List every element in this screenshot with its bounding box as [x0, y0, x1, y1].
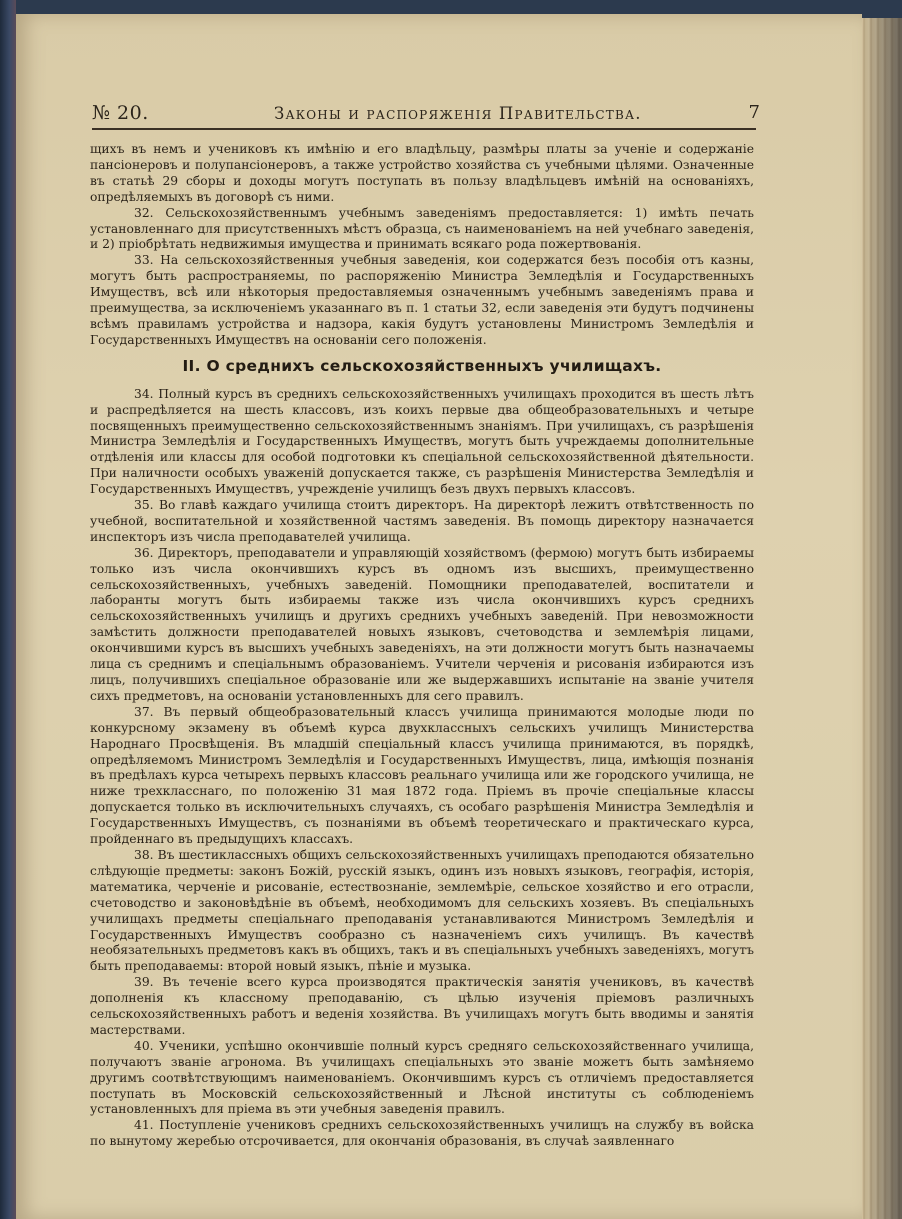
- paragraph: 38. Въ шестиклассныхъ общихъ сельскохозяйственныхъ училищахъ преподаются обязательно слѣдующіе предметы: законъ Божій, русскій языкъ, одинъ изъ новыхъ языковъ, географія, исторія, математика, черченіе и рисованіе, естествознаніе, землемѣріе, сельское хозяйство и его отрасли, счетоводство и законовѣдѣніе въ объемѣ, необходимомъ для сельскихъ хозяевъ. Въ спеціальныхъ училищахъ предметы спеціальнаго преподаванія устанавливаются Министромъ Земледѣлія и Государственныхъ Имуществъ сообразно съ назначеніемъ сихъ училищъ. Въ качествѣ необязательныхъ предметовъ какъ въ общихъ, такъ и въ спеціальныхъ учебныхъ заведеніяхъ, могутъ быть преподаваемы: второй новый языкъ, пѣніе и музыка.: [90, 847, 754, 974]
- paragraph: 40. Ученики, успѣшно окончившіе полный курсъ средняго сельскохозяйственнаго училища, получаютъ званіе агронома. Въ училищахъ спеціальныхъ это званіе можетъ быть замѣняемо другимъ соотвѣтствующимъ наименованіемъ. Окончившимъ курсъ съ отличіемъ предоставляется поступать въ Московскій сельскохозяйственный и Лѣсной институты съ соблюденіемъ установленныхъ для пріема въ эти учебныя заведенія правилъ.: [90, 1038, 754, 1117]
- paragraph: 32. Сельскохозяйственнымъ учебнымъ заведеніямъ предоставляется: 1) имѣть печать установленнаго для присутственныхъ мѣстъ образца, съ наименованіемъ на ней учебнаго заведенія, и 2) пріобрѣтать недвижимыя имущества и принимать всякаго рода пожертвованія.: [90, 205, 754, 252]
- paragraph: 36. Директоръ, преподаватели и управляющій хозяйствомъ (фермою) могутъ быть избираемы только изъ числа окончившихъ курсъ въ одномъ изъ высшихъ, преимущественно сельскохозяйственныхъ, учебныхъ заведеній. Помощники преподавателей, воспитатели и лаборанты могутъ быть избираемы также изъ числа окончившихъ курсъ среднихъ сельскохозяйственныхъ училищъ и другихъ среднихъ учебныхъ заведеній. При невозможности замѣстить должности преподавателей новыхъ языковъ, счетоводства и землемѣрія лицами, окончившими курсъ въ высшихъ учебныхъ заведеніяхъ, на эти должности могутъ быть назначаемы лица съ среднимъ и спеціальнымъ образованіемъ. Учители черченія и рисованія избираются изъ лицъ, получившихъ спеціальное образованіе или же выдержавшихъ испытаніе на званіе учителя сихъ предметовъ, на основаніи установленныхъ для сего правилъ.: [90, 545, 754, 703]
- issue-number: № 20.: [92, 102, 149, 124]
- running-title: Законы и распоряженія Правительства.: [274, 104, 642, 123]
- body-text: [90, 142, 754, 1150]
- paragraph: 37. Въ первый общеобразовательный классъ училища принимаются молодые люди по конкурсному экзамену въ объемѣ курса двухклассныхъ сельскихъ училищъ Министерства Народнаго Просвѣщенія. Въ младшій спеціальный классъ училища принимаются, въ порядкѣ, опредѣляемомъ Министромъ Земледѣлія и Государственныхъ Имуществъ, лица, имѣющія познанія въ предѣлахъ курса четырехъ первыхъ классовъ реальнаго училища или же городского училища, не ниже трехкласснаго, по положенію 31 мая 1872 года. Пріемъ въ прочіе спеціальные классы допускается только въ исключительныхъ случаяхъ, съ особаго разрѣшенія Министра Земледѣлія и Государственныхъ Имуществъ, съ познаніями въ объемѣ теоретическаго и практическаго курса, пройденнаго въ предыдущихъ классахъ.: [90, 704, 754, 847]
- paragraph: щихъ въ немъ и учениковъ къ имѣнію и его владѣльцу, размѣры платы за ученіе и содержаніе пансіонеровъ и полупансіонеровъ, а также устройство хозяйства съ учебными цѣлями. Означенные въ статьѣ 29 сборы и доходы могутъ поступать въ пользу владѣльцевъ имѣній на основаніяхъ, опредѣляемыхъ въ договорѣ съ ними.: [90, 142, 754, 204]
- paragraph: 35. Во главѣ каждаго училища стоитъ директоръ. На директорѣ лежитъ отвѣтственность по учебной, воспитательной и хозяйственной частямъ заведенія. Въ помощь директору назначается инспекторъ изъ числа преподавателей училища.: [90, 498, 754, 544]
- book-binding-edge: [0, 0, 16, 1219]
- paragraph: 39. Въ теченіе всего курса производятся практическія занятія учениковъ, въ качествѣ дополненія къ классному преподаванію, съ цѣлью изученія пріемовъ различныхъ сельскохозяйственныхъ работъ и веденія хозяйства. Въ училищахъ могутъ быть вводимы и занятія мастерствами.: [90, 975, 754, 1037]
- paragraph: 34. Полный курсъ въ среднихъ сельскохозяйственныхъ училищахъ проходится въ шесть лѣтъ и распредѣляется на шесть классовъ, изъ коихъ первые два общеобразовательныхъ и четыре посвященныхъ преимущественно сельскохозяйственнымъ знаніямъ. При училищахъ, съ разрѣшенія Министра Земледѣлія и Государственныхъ Имуществъ, могутъ быть учреждаемы дополнительные отдѣленія или классы для особой подготовки къ спеціальной сельскохозяйственной дѣятельности. При наличности особыхъ уваженій допускается также, съ разрѣшенія Министерства Земледѣлія и Государственныхъ Имуществъ, учрежденіе училищъ безъ двухъ первыхъ классовъ.: [90, 386, 754, 497]
- header-rule: [92, 128, 756, 130]
- page-stack-shadow: [862, 18, 902, 1219]
- page-number: 7: [748, 102, 760, 123]
- section-heading: II. О среднихъ сельскохозяйственныхъ училищахъ.: [182, 356, 662, 375]
- paragraph: 33. На сельскохозяйственныя учебныя заведенія, кои содержатся безъ пособія отъ казны, могутъ быть распространяемы, по распоряженію Министра Земледѣлія и Государственныхъ Имуществъ, всѣ или нѣкоторыя предоставляемыя означеннымъ учебнымъ заведеніямъ права и преимущества, за исключеніемъ указаннаго въ п. 1 статьи 32, если заведенія эти будутъ подчинены всѣмъ правиламъ устройства и надзора, какія будутъ установлены Министромъ Земледѣлія и Государственныхъ Имуществъ на основаніи сего положенія.: [90, 253, 754, 347]
- paragraph: 41. Поступленіе учениковъ среднихъ сельскохозяйственныхъ училищъ на службу въ войска по вынутому жеребью отсрочивается, для окончанія образованія, въ случаѣ заявленнаго: [90, 1118, 754, 1149]
- running-header: [92, 102, 760, 128]
